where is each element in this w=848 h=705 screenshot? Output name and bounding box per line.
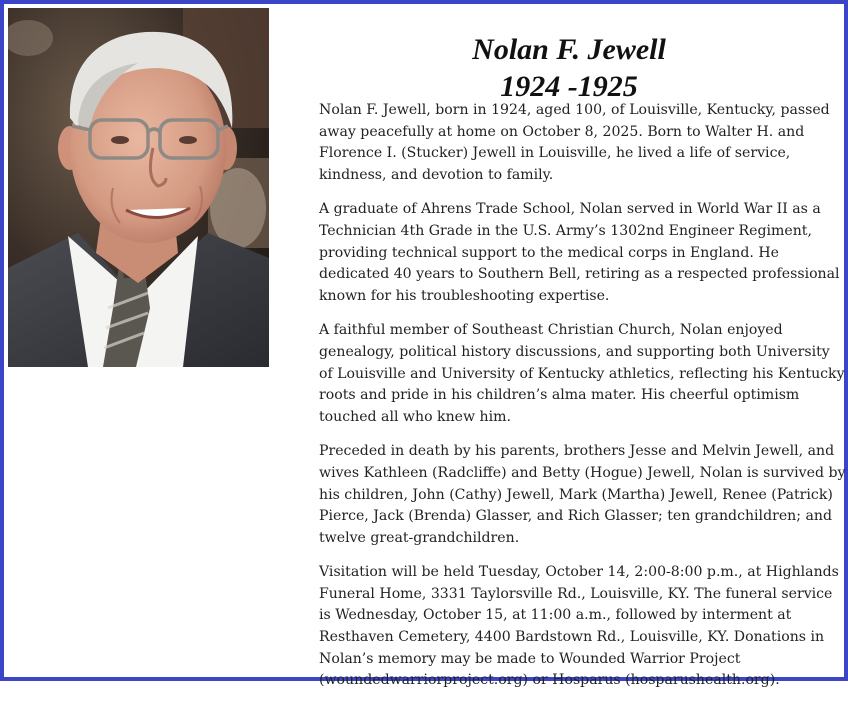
portrait-photo <box>8 8 269 367</box>
deceased-name: Nolan F. Jewell <box>472 33 666 66</box>
paragraph-family: Preceded in death by his parents, brothers Jesse and Melvin Jewell, and wives Kathleen (Radcliffe) and Betty (Hogue) Jewell, Nolan is survived by his children, John (Cathy) Jewell, Mark (Martha) Jewell, Renee (Patrick) Pierce, Jack (Brenda) Glasser, and Rich Glasser; ten grandchildren; and twelve great-grandchildren. <box>319 443 846 546</box>
paragraph-interests: A faithful member of Southeast Christian Church, Nolan enjoyed genealogy, political history discussions, and supporting both University of Louisville and University of Kentucky athletics, reflecting his Kentucky roots and pride in his children’s alma mater. His cheerful optimism touched all who knew him. <box>319 322 845 425</box>
obituary-body <box>319 100 847 705</box>
paragraph-biography: Nolan F. Jewell, born in 1924, aged 100, of Louisville, Kentucky, passed away peacefully at home on October 8, 2025. Born to Walter H. and Florence I. (Stucker) Jewell in Louisville, he lived a life of service, kindness, and devotion to family. <box>319 102 830 183</box>
paragraph-career: A graduate of Ahrens Trade School, Nolan served in World War II as a Technician 4th Grade in the U.S. Army’s 1302nd Engineer Regiment, providing technical support to the medical corps in England. He dedicated 40 years to Southern Bell, retiring as a respected professional known for his troubleshooting expertise. <box>319 201 840 304</box>
life-dates: 1924 -1925 <box>500 70 638 103</box>
obituary-heading <box>444 31 694 105</box>
paragraph-services: Visitation will be held Tuesday, October 14, 2:00-8:00 p.m., at Highlands Funeral Home, 3331 Taylorsville Rd., Louisville, KY. The funeral service is Wednesday, October 15, at 11:00 a.m., followed by interment at Resthaven Cemetery, 4400 Bardstown Rd., Louisville, KY. Donations in Nolan’s memory may be made to Wounded Warrior Project (woundedwarriorproject.org) or Hosparus (hosparushealth.org). <box>319 564 839 689</box>
